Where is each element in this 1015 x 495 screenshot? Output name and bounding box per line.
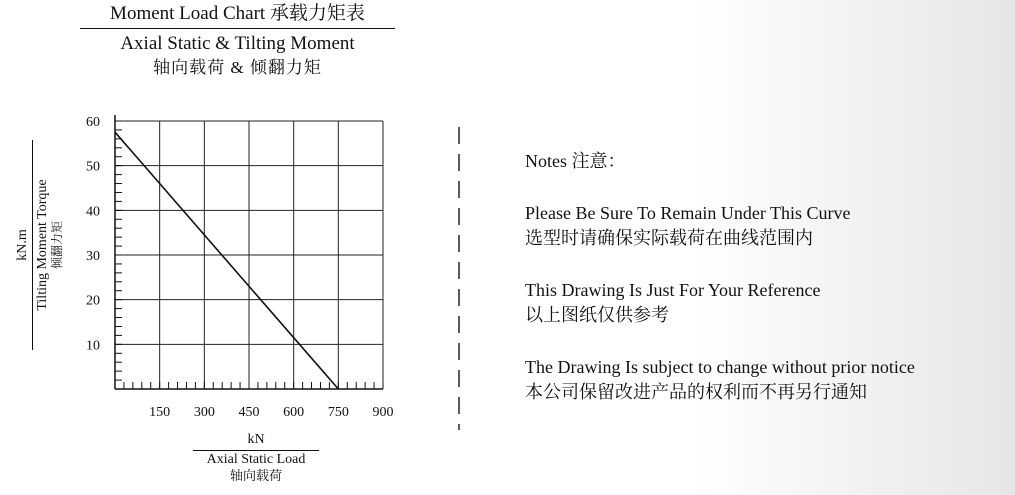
- chart-title: Moment Load Chart 承载力矩表: [110, 3, 365, 24]
- x-tick-label: 450: [238, 405, 260, 420]
- y-axis-name-cn: 倾翻力矩: [50, 221, 64, 270]
- x-axis-name-cn: 轴向载荷: [229, 468, 282, 483]
- x-tick-label: 900: [372, 405, 394, 420]
- chart-subtitle-cn: 轴向载荷 & 倾翻力矩: [153, 58, 322, 77]
- y-tick-label: 10: [86, 338, 100, 354]
- notes-heading: Notes 注意：: [525, 151, 626, 171]
- chart-subtitle: Axial Static & Tilting Moment: [120, 33, 355, 54]
- notes-panel: [525, 148, 1015, 432]
- note-item: [525, 201, 1015, 251]
- x-tick-label: 750: [327, 405, 349, 420]
- x-tick-label: 300: [193, 405, 215, 420]
- x-tick-label: 600: [283, 405, 305, 420]
- series-line: [115, 132, 338, 389]
- x-axis-name: Axial Static Load: [206, 452, 306, 467]
- x-axis-label-divider: [193, 450, 319, 451]
- tick-labels: [86, 115, 394, 420]
- x-axis-label: [193, 432, 319, 484]
- note-item: [525, 355, 1015, 405]
- moment-load-chart: [0, 0, 460, 430]
- note-text-en: Please Be Sure To Remain Under This Curve: [525, 203, 851, 223]
- y-tick-label: 50: [86, 159, 100, 175]
- note-text-en: The Drawing Is subject to change without prior notice: [525, 357, 915, 377]
- chart-grid: [115, 115, 383, 389]
- note-text-cn: 本公司保留改进产品的权利而不再另行通知: [525, 382, 867, 402]
- x-axis-unit: kN: [247, 432, 265, 447]
- note-text-cn: 选型时请确保实际载荷在曲线范围内: [525, 228, 813, 248]
- y-tick-label: 30: [86, 249, 100, 264]
- note-item: [525, 278, 1015, 328]
- y-tick-label: 20: [86, 293, 100, 309]
- note-text-cn: 以上图纸仅供参考: [525, 305, 669, 325]
- y-tick-label: 40: [86, 204, 100, 220]
- x-tick-label: 150: [149, 405, 171, 420]
- chart-series: [115, 132, 338, 389]
- y-tick-label: 60: [86, 115, 100, 130]
- y-axis-unit: kN.m: [15, 229, 30, 261]
- y-axis-name: Tilting Moment Torque: [35, 179, 50, 311]
- note-text-en: This Drawing Is Just For Your Reference: [525, 280, 821, 300]
